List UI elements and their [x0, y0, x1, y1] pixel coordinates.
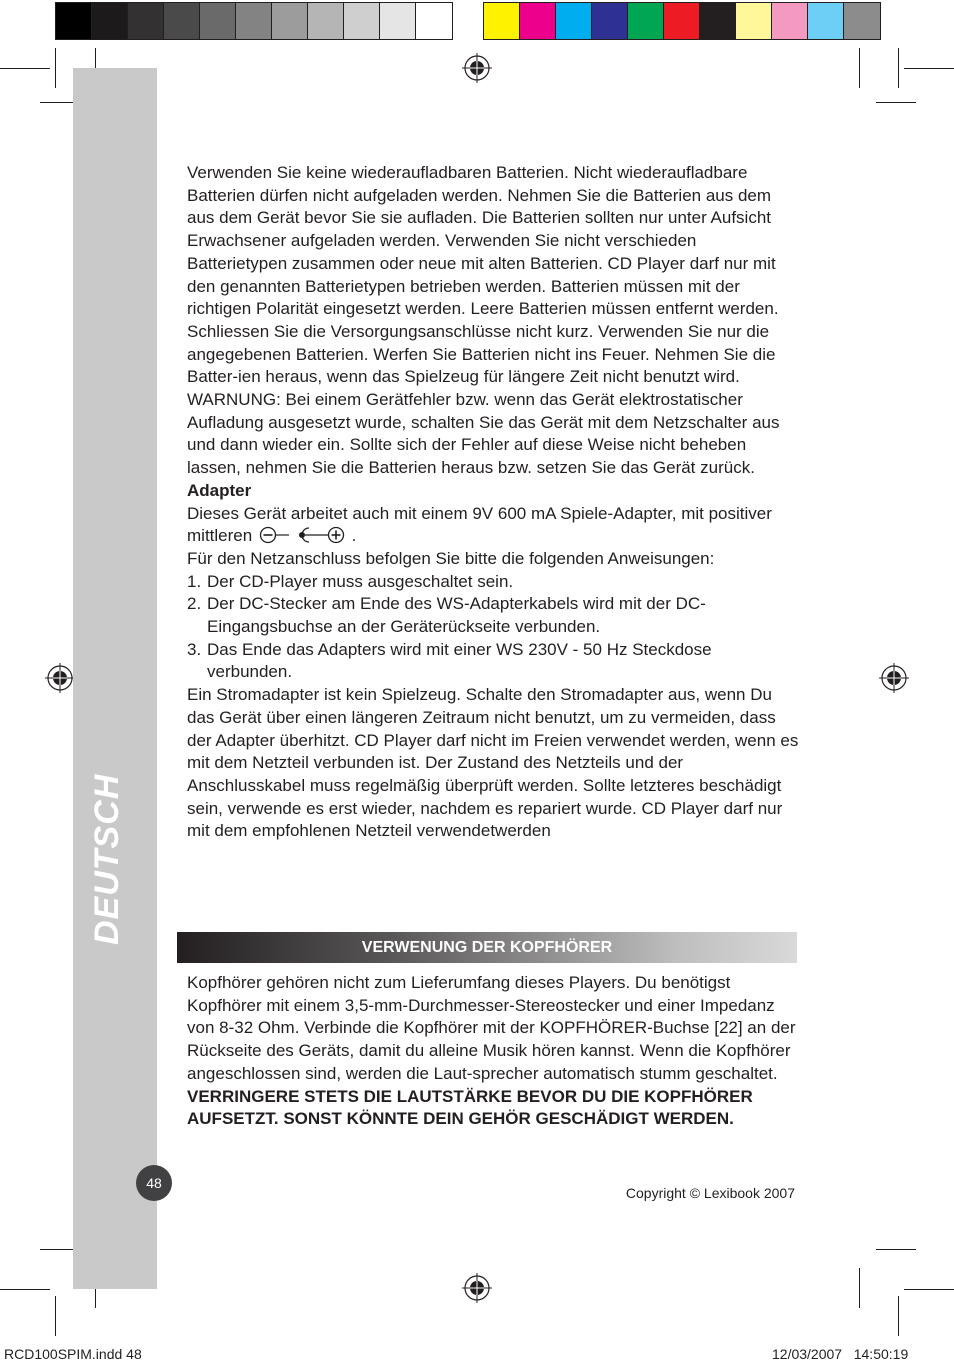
language-label: DEUTSCH: [88, 773, 126, 945]
adapter-paragraph: [187, 503, 799, 548]
crop-mark: [904, 68, 954, 69]
crop-mark: [859, 1268, 860, 1308]
color-swatch: [380, 3, 416, 39]
page-number: 48: [136, 1165, 172, 1201]
list-item: [187, 639, 799, 684]
list-text: Der CD-Player muss ausgeschaltet sein.: [207, 571, 514, 591]
list-number: 2.: [187, 594, 202, 614]
headphones-paragraph: Kopfhörer gehören nicht zum Lieferumfang dieses Players. Du benötigst Kopfhörer mit einem 3,5-mm-Durchmesser-Stereostecker und einer Impedanz von 8-32 Ohm. Verbinde die Kopfhörer mit der KOPFHÖRER-Buchse [22] an der Rückseite des Geräts, damit du alleine Musik hören kannst. Wenn die Kopfhörer angeschlossen sind, werden die Laut-sprecher automatisch stumm geschaltet.: [187, 973, 796, 1083]
color-swatch-bar: [483, 2, 881, 40]
main-content: [187, 162, 799, 843]
instruction-list: [187, 571, 799, 685]
color-swatch: [520, 3, 556, 39]
crop-mark: [876, 1249, 916, 1250]
adapter-safety-paragraph: Ein Stromadapter ist kein Spielzeug. Schalte den Stromadapter aus, wenn Du das Gerät über einen längeren Zeitraum nicht benutzt, um zu vermeiden, dass der Adapter überhitzt. CD Player darf nicht im Freien verwendet werden, wenn es mit dem Netzteil verbunden ist. Der Zustand des Netzteils und der Anschlusskabel muss regelmäßig überprüft werden. Sollte letzteres beschädigt sein, verwende es erst wieder, nachdem es repariert wurde. CD Player darf nur mit dem empfohlenen Netzteil verwendetwerden: [187, 685, 799, 841]
battery-paragraph: Verwenden Sie keine wiederaufladbaren Batterien. Nicht wiederaufladbare Batterien dürfen nicht aufgeladen werden. Nehmen Sie die Batterien aus dem aus dem Gerät bevor Sie sie aufladen. Die Batterien sollten nur unter Aufsicht Erwachsener aufgeladen werden. Verwenden Sie nicht verschieden Batterietypen zusammen oder neue mit alten Batterien. CD Player darf nur mit den genannten Batterietypen betrieben werden. Batterien müssen mit der richtigen Polarität eingesetzt werden. Leere Batterien müssen entfernt werden. Schliessen Sie die Versorgungsanschlüsse nicht kurz. Verwenden Sie nur die angegebenen Batterien. Werfen Sie Batterien nicht ins Feuer. Nehmen Sie die Batter-ien heraus, wenn das Spielzeug für längere Zeit nicht benutzt wird.: [187, 163, 779, 387]
gray-swatch-bar: [55, 2, 453, 40]
registration-mark-icon: [462, 1273, 492, 1303]
crop-mark: [0, 1289, 50, 1290]
adapter-heading: Adapter: [187, 480, 252, 500]
instructions-intro: Für den Netzanschluss befolgen Sie bitte die folgenden Anweisungen:: [187, 548, 715, 568]
crop-mark: [898, 1296, 899, 1336]
color-swatch: [416, 3, 452, 39]
headphones-section: [187, 972, 799, 1131]
color-swatch: [92, 3, 128, 39]
color-swatch: [808, 3, 844, 39]
color-swatch: [200, 3, 236, 39]
list-text: Der DC-Stecker am Ende des WS-Adapterkabels wird mit der DC-Eingangsbuchse an der Geräterückseite verbunden.: [207, 594, 706, 637]
list-number: 3.: [187, 639, 202, 659]
color-swatch: [664, 3, 700, 39]
color-swatch: [736, 3, 772, 39]
adapter-text-end: .: [351, 526, 357, 546]
section-heading: VERWENUNG DER KOPFHÖRER: [177, 932, 797, 963]
color-swatch: [164, 3, 200, 39]
color-swatch: [628, 3, 664, 39]
adapter-text: Dieses Gerät arbeitet auch mit einem 9V 600 mA Spiele-Adapter, mit positiver mittleren: [187, 503, 772, 546]
registration-mark-icon: [462, 53, 492, 83]
crop-mark: [55, 48, 56, 88]
polarity-symbol-icon: [259, 525, 345, 545]
color-swatch: [772, 3, 808, 39]
crop-mark: [876, 102, 916, 103]
warning-paragraph: WARNUNG: Bei einem Gerätfehler bzw. wenn das Gerät elektrostatischer Aufladung ausgesetzt wurde, schalten Sie das Gerät mit dem Netzschalter aus und dann wieder ein. Sollte sich der Fehler auf diese Weise nicht beheben lassen, nehmen Sie die Batterien heraus bzw. setzen Sie das Gerät zurück.: [187, 390, 780, 478]
color-swatch: [272, 3, 308, 39]
registration-mark-icon: [879, 663, 909, 693]
color-swatch: [128, 3, 164, 39]
color-swatch: [56, 3, 92, 39]
color-swatch: [700, 3, 736, 39]
color-swatch: [592, 3, 628, 39]
list-item: [187, 593, 799, 638]
file-slug: RCD100SPIM.indd 48: [4, 1346, 142, 1362]
crop-mark: [0, 68, 50, 69]
crop-mark: [904, 1289, 954, 1290]
date-slug: 12/03/2007 14:50:19: [772, 1346, 909, 1362]
color-swatch: [844, 3, 880, 39]
registration-mark-icon: [45, 663, 75, 693]
color-swatch: [556, 3, 592, 39]
crop-mark: [55, 1296, 56, 1336]
color-swatch: [484, 3, 520, 39]
list-item: [187, 571, 799, 594]
volume-warning: VERRINGERE STETS DIE LAUTSTÄRKE BEVOR DU DIE KOPFHÖRER AUFSETZT. SONST KÖNNTE DEIN GEHÖR GESCHÄDIGT WERDEN.: [187, 1086, 753, 1129]
color-swatch: [344, 3, 380, 39]
color-swatch: [236, 3, 272, 39]
color-swatch: [308, 3, 344, 39]
copyright-notice: Copyright © Lexibook 2007: [625, 1185, 795, 1201]
crop-mark: [859, 48, 860, 88]
list-text: Das Ende das Adapters wird mit einer WS 230V - 50 Hz Steckdose verbunden.: [207, 639, 712, 682]
list-number: 1.: [187, 571, 202, 591]
language-sidebar: [73, 68, 157, 1289]
crop-mark: [898, 48, 899, 88]
